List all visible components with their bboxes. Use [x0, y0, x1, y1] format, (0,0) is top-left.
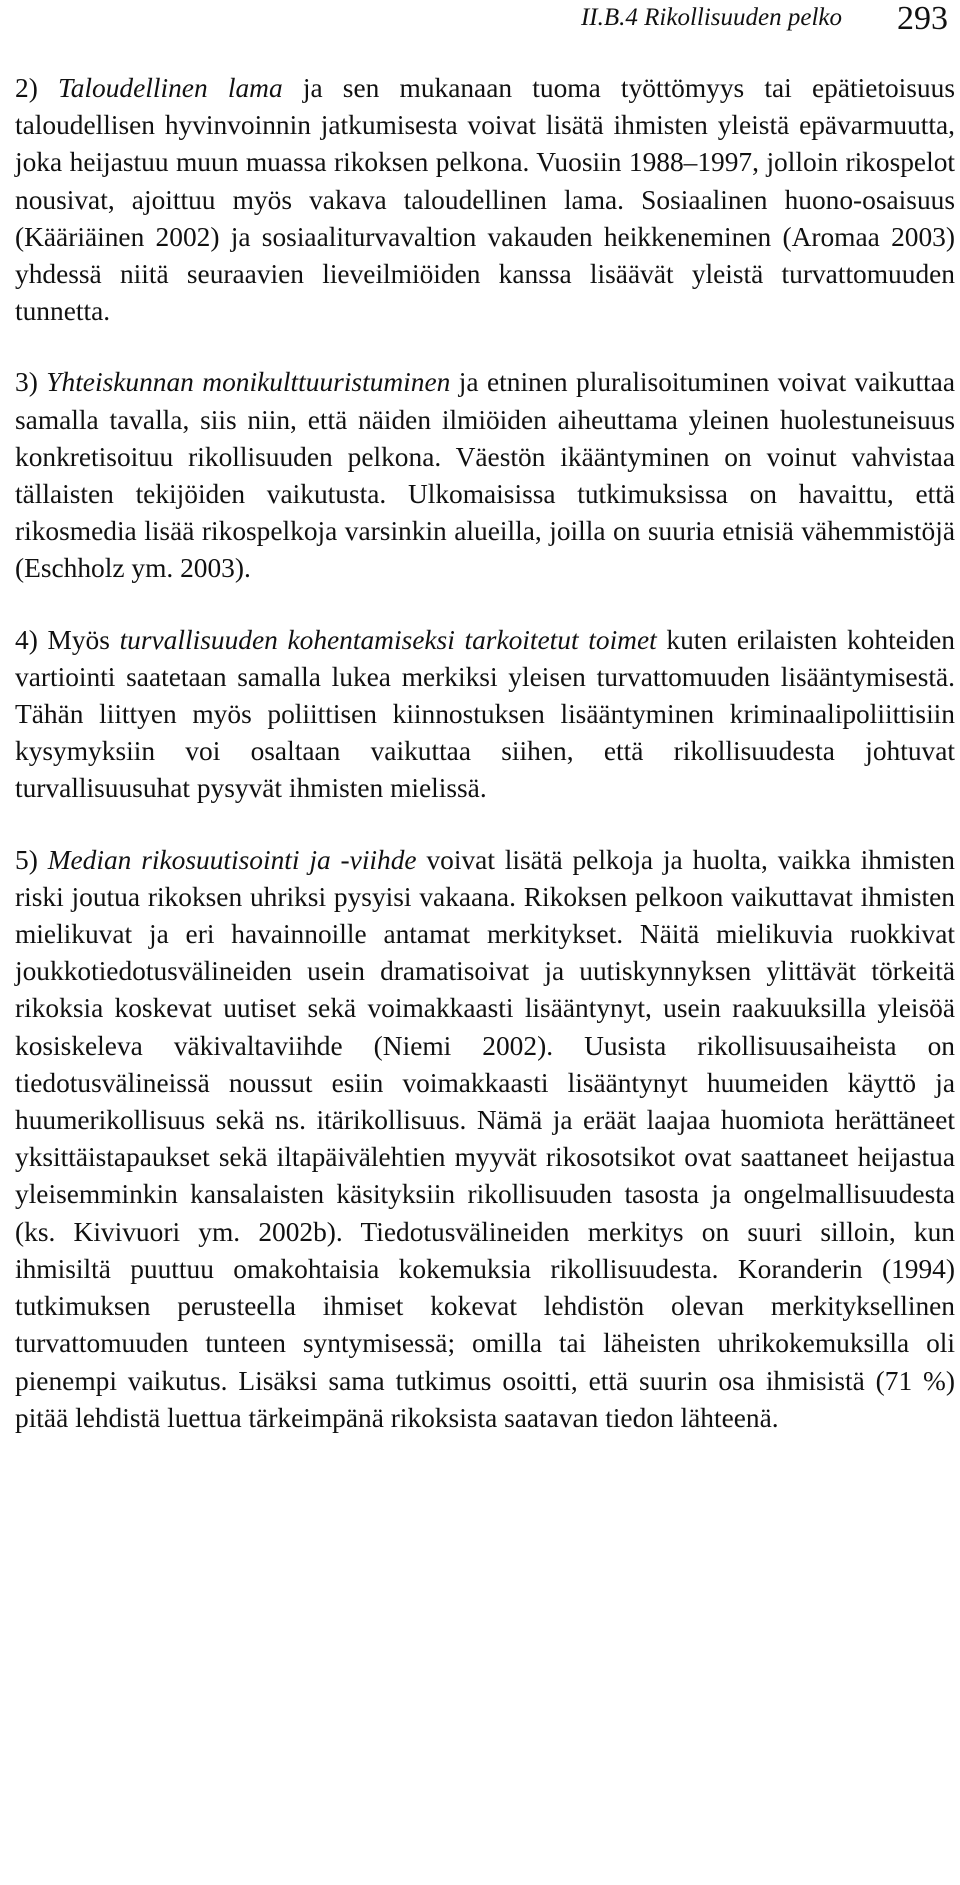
italic-term: Taloudellinen lama [58, 73, 283, 103]
text-segment: kuten erilaisten kohteiden vartiointi saatetaan samalla lukea merkiksi yleisen turvattomuuden lisääntymisestä. Tähän liittyen myös poliittisen kiinnostuksen lisääntyminen kriminaalipoliittisiin kysymyksiin voi osaltaan vaikuttaa siihen, että rikollisuudesta johtuvat turvallisuusuhat pysyvät ihmisten mielissä. [15, 624, 955, 804]
text-segment: voivat lisätä pelkoja ja huolta, vaikka ihmisten riski joutua rikoksen uhriksi pysyisi vakaana. Rikoksen pelkoon vaikuttavat ihmisten mielikuvat ja eri havainnoille antamat merkitykset. Näitä mielikuvia ruokkivat joukkotiedotusvälineiden usein dramatisoivat ja uutiskynnyksen ylittävät törkeitä rikoksia koskevat uutiset sekä voimakkaasti lisääntynyt, usein raakuuksilla yleisöä kosiskeleva väkivaltaviihde (Niemi 2002). Uusista rikollisuusaiheista on tiedotusvälineissä noussut esiin voimakkaasti lisääntynyt huumeiden käyttö ja huumerikollisuus sekä ns. itärikollisuus. Nämä ja eräät laajaa huomiota herättäneet yksittäistapaukset sekä iltapäivälehtien myyvät rikosotsikot ovat saattaneet heijastua yleisemminkin kansalaisten käsityksiin rikollisuuden tasosta ja ongelmallisuudesta (ks. Kivivuori ym. 2002b). Tiedotusvälineiden merkitys on suuri silloin, kun ihmisiltä puuttuu omakohtaisia kokemuksia rikollisuudesta. Koranderin (1994) tutkimuksen perusteella ihmiset kokevat lehdistön olevan merkityksellinen turvattomuuden tunteen syntymisessä; omilla tai läheisten uhrikokemuksilla oli pienempi vaikutus. Lisäksi sama tutkimus osoitti, että suurin osa ihmisistä (71 %) pitää lehdistä luettua tärkeimpänä rikoksista saatavan tiedon lähteenä. [15, 844, 955, 1433]
paragraph-economic-recession [15, 70, 955, 330]
text-segment: 5) [15, 844, 48, 875]
paragraph-security-measures [15, 622, 955, 808]
paragraph-multiculturalism [15, 364, 955, 587]
text-segment: ja sen mukanaan tuoma työttömyys tai epätietoisuus taloudellisen hyvinvoinnin jatkumisesta voivat lisätä ihmisten yleistä epävarmuutta, joka heijastuu muun muassa rikoksen pelkona. Vuosiin 1988–1997, jolloin rikospelot nousivat, ajoittuu myös vakava taloudellinen lama. Sosiaalinen huono-osaisuus (Kääriäinen 2002) ja sosiaaliturvavaltion vakauden heikkeneminen (Aromaa 2003) yhdessä niitä seuraavien lieveilmiöiden kanssa lisäävät yleistä turvattomuuden tunnetta. [15, 73, 955, 327]
body-text [15, 70, 955, 1471]
running-head: II.B.4 Rikollisuuden pelko [580, 4, 842, 31]
italic-term: Yhteiskunnan monikulttuuristuminen [46, 367, 451, 398]
text-segment: 4) Myös [15, 624, 120, 655]
text-segment: 3) [15, 367, 47, 398]
paragraph-media-crime-news [15, 842, 955, 1437]
italic-term: Median rikosuutisointi ja -viihde [47, 844, 417, 875]
italic-term: turvallisuuden kohentamiseksi tarkoitetut toimet [119, 624, 657, 655]
page-header [0, 2, 960, 42]
text-segment: ja etninen pluralisoituminen voivat vaikuttaa samalla tavalla, siis niin, että näiden ilmiöiden aiheuttama yleinen huolestuneisuus konkretisoituu rikollisuuden pelkona. Väestön ikääntyminen on voinut vahvistaa tällaisten tekijöiden vaikutusta. Ulkomaisissa tutkimuksissa on havaittu, että rikosmedia lisää rikospelkoja varsinkin alueilla, joilla on suuria etnisiä vähemmistöjä (Eschholz ym. 2003). [15, 367, 955, 584]
page-number: 293 [897, 0, 948, 37]
text-segment: 2) [15, 73, 59, 103]
